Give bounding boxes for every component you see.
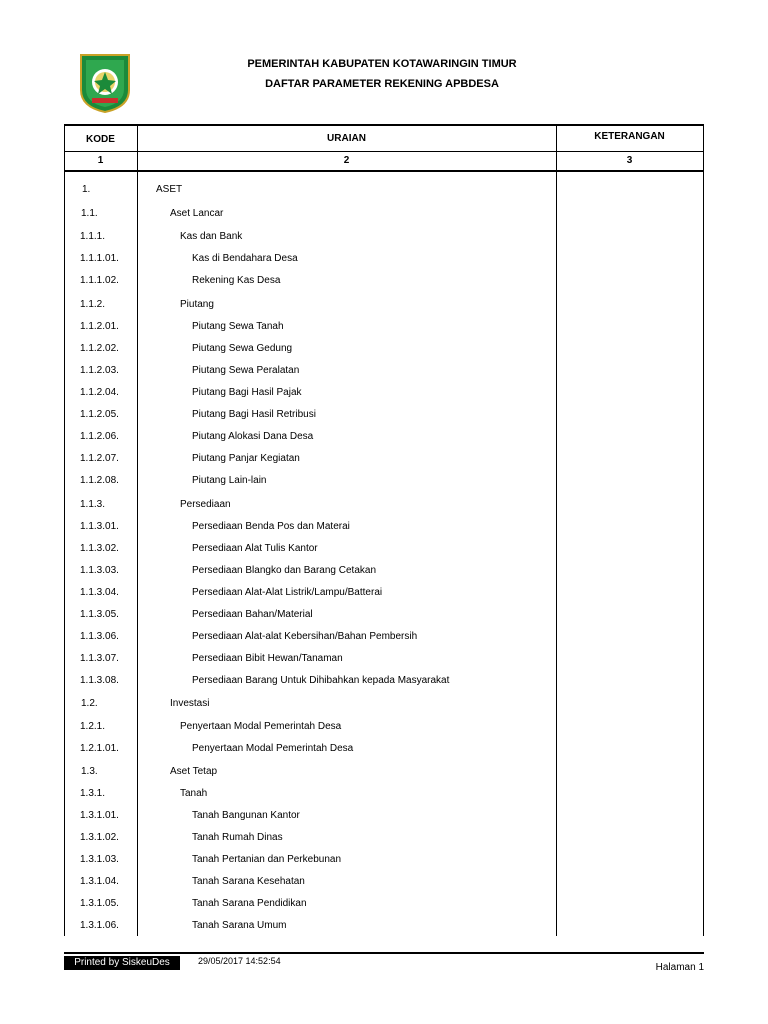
account-description: Tanah Pertanian dan Perkebunan bbox=[192, 854, 342, 865]
table-row bbox=[64, 317, 704, 339]
table-row bbox=[64, 561, 704, 583]
table-row bbox=[64, 539, 704, 561]
table-row bbox=[64, 471, 704, 493]
account-code: 1.1.3.01. bbox=[80, 521, 119, 532]
account-description: Piutang Alokasi Dana Desa bbox=[192, 431, 314, 442]
account-code: 1.1.2. bbox=[80, 299, 106, 310]
account-description: Tanah Rumah Dinas bbox=[192, 832, 283, 843]
table-row bbox=[64, 339, 704, 361]
header-bottom-border bbox=[64, 170, 704, 172]
account-description: Rekening Kas Desa bbox=[192, 275, 281, 286]
account-code: 1.1.2.08. bbox=[80, 475, 119, 486]
table-row bbox=[64, 649, 704, 671]
account-code: 1.3.1.02. bbox=[80, 832, 119, 843]
table-row bbox=[64, 383, 704, 405]
account-code: 1.1.3.07. bbox=[80, 653, 119, 664]
table-row bbox=[64, 671, 704, 693]
header-col-number-1: 1 bbox=[97, 155, 104, 166]
account-description: Kas di Bendahara Desa bbox=[192, 253, 298, 264]
account-description: Aset Lancar bbox=[170, 208, 224, 219]
account-code: 1.2. bbox=[81, 698, 98, 709]
table-row bbox=[64, 605, 704, 627]
account-description: Piutang Sewa Gedung bbox=[192, 343, 293, 354]
account-code: 1.1.3.02. bbox=[80, 543, 119, 554]
parameter-table bbox=[64, 124, 704, 936]
account-code: 1.1.1.02. bbox=[80, 275, 119, 286]
account-description: Tanah Sarana Kesehatan bbox=[192, 876, 305, 887]
account-description: Tanah Sarana Umum bbox=[192, 920, 287, 931]
table-row bbox=[64, 361, 704, 383]
account-code: 1.1.3.05. bbox=[80, 609, 119, 620]
table-row bbox=[64, 227, 704, 249]
account-description: Persediaan Alat Tulis Kantor bbox=[192, 543, 318, 554]
account-code: 1.1. bbox=[81, 208, 98, 219]
account-code: 1.3. bbox=[81, 766, 98, 777]
account-code: 1.3.1.04. bbox=[80, 876, 119, 887]
printed-by-label: Printed by SiskeuDes bbox=[64, 956, 180, 970]
table-row bbox=[64, 717, 704, 739]
table-row bbox=[64, 762, 704, 784]
account-code: 1.1.2.07. bbox=[80, 453, 119, 464]
account-code: 1.1.1. bbox=[80, 231, 106, 242]
account-code: 1.2.1.01. bbox=[80, 743, 119, 754]
document-title: DAFTAR PARAMETER REKENING APBDESA bbox=[265, 78, 499, 90]
account-code: 1.1.1.01. bbox=[80, 253, 119, 264]
account-description: Piutang Bagi Hasil Retribusi bbox=[192, 409, 316, 420]
account-description: Piutang Sewa Tanah bbox=[192, 321, 284, 332]
table-row bbox=[64, 495, 704, 517]
account-description: Penyertaan Modal Pemerintah Desa bbox=[180, 721, 342, 732]
table-row bbox=[64, 894, 704, 916]
account-code: 1.1.2.01. bbox=[80, 321, 119, 332]
account-description: ASET bbox=[156, 184, 183, 195]
table-row bbox=[64, 249, 704, 271]
account-description: Piutang bbox=[180, 299, 214, 310]
table-row bbox=[64, 449, 704, 471]
table-row bbox=[64, 583, 704, 605]
account-description: Persediaan Bibit Hewan/Tanaman bbox=[192, 653, 343, 664]
page-number: Halaman 1 bbox=[655, 962, 704, 973]
table-row bbox=[64, 784, 704, 806]
table-row bbox=[64, 427, 704, 449]
account-description: Aset Tetap bbox=[170, 766, 218, 777]
header-col-number-2: 2 bbox=[343, 155, 350, 166]
account-code: 1.1.3. bbox=[80, 499, 106, 510]
table-row bbox=[64, 204, 704, 226]
regency-emblem-logo bbox=[78, 52, 132, 114]
account-code: 1.1.2.04. bbox=[80, 387, 119, 398]
account-description: Tanah Sarana Pendidikan bbox=[192, 898, 307, 909]
account-description: Tanah Bangunan Kantor bbox=[192, 810, 300, 821]
account-code: 1.3.1.01. bbox=[80, 810, 119, 821]
table-row bbox=[64, 295, 704, 317]
account-code: 1.1.3.04. bbox=[80, 587, 119, 598]
account-code: 1.3.1. bbox=[80, 788, 106, 799]
account-description: Persediaan bbox=[180, 499, 231, 510]
table-row bbox=[64, 517, 704, 539]
header-col-number-3: 3 bbox=[626, 155, 633, 166]
table-row bbox=[64, 828, 704, 850]
account-code: 1.1.3.03. bbox=[80, 565, 119, 576]
account-description: Piutang Bagi Hasil Pajak bbox=[192, 387, 302, 398]
account-description: Tanah bbox=[180, 788, 208, 799]
account-description: Piutang Sewa Peralatan bbox=[192, 365, 300, 376]
account-description: Persediaan Alat-Alat Listrik/Lampu/Batterai bbox=[192, 587, 383, 598]
account-description: Persediaan Blangko dan Barang Cetakan bbox=[192, 565, 377, 576]
account-description: Penyertaan Modal Pemerintah Desa bbox=[192, 743, 354, 754]
table-row bbox=[64, 739, 704, 761]
account-description: Kas dan Bank bbox=[180, 231, 243, 242]
account-description: Persediaan Benda Pos dan Materai bbox=[192, 521, 350, 532]
header-divider bbox=[64, 151, 704, 152]
table-top-border bbox=[64, 124, 704, 126]
account-code: 1.1.2.06. bbox=[80, 431, 119, 442]
table-row bbox=[64, 405, 704, 427]
table-row bbox=[64, 180, 704, 202]
printed-timestamp: 29/05/2017 14:52:54 bbox=[198, 956, 281, 966]
header-uraian: URAIAN bbox=[327, 133, 366, 144]
account-code: 1.1.3.08. bbox=[80, 675, 119, 686]
account-description: Piutang Lain-lain bbox=[192, 475, 267, 486]
header-keterangan: KETERANGAN bbox=[594, 131, 665, 142]
account-description: Investasi bbox=[170, 698, 210, 709]
account-code: 1.1.2.03. bbox=[80, 365, 119, 376]
account-code: 1.3.1.06. bbox=[80, 920, 119, 931]
account-description: Persediaan Bahan/Material bbox=[192, 609, 313, 620]
account-code: 1.1.2.02. bbox=[80, 343, 119, 354]
table-row bbox=[64, 627, 704, 649]
table-row bbox=[64, 872, 704, 894]
account-code: 1. bbox=[82, 184, 91, 195]
table-row bbox=[64, 850, 704, 872]
account-description: Piutang Panjar Kegiatan bbox=[192, 453, 300, 464]
table-row bbox=[64, 916, 704, 938]
account-code: 1.3.1.03. bbox=[80, 854, 119, 865]
account-code: 1.2.1. bbox=[80, 721, 106, 732]
account-description: Persediaan Barang Untuk Dihibahkan kepada Masyarakat bbox=[192, 675, 450, 686]
header-kode: KODE bbox=[86, 134, 115, 145]
account-code: 1.3.1.05. bbox=[80, 898, 119, 909]
account-code: 1.1.3.06. bbox=[80, 631, 119, 642]
footer-divider bbox=[64, 952, 704, 954]
table-row bbox=[64, 694, 704, 716]
table-row bbox=[64, 271, 704, 293]
account-description: Persediaan Alat-alat Kebersihan/Bahan Pembersih bbox=[192, 631, 418, 642]
account-code: 1.1.2.05. bbox=[80, 409, 119, 420]
table-row bbox=[64, 806, 704, 828]
regency-title: PEMERINTAH KABUPATEN KOTAWARINGIN TIMUR bbox=[247, 58, 517, 70]
